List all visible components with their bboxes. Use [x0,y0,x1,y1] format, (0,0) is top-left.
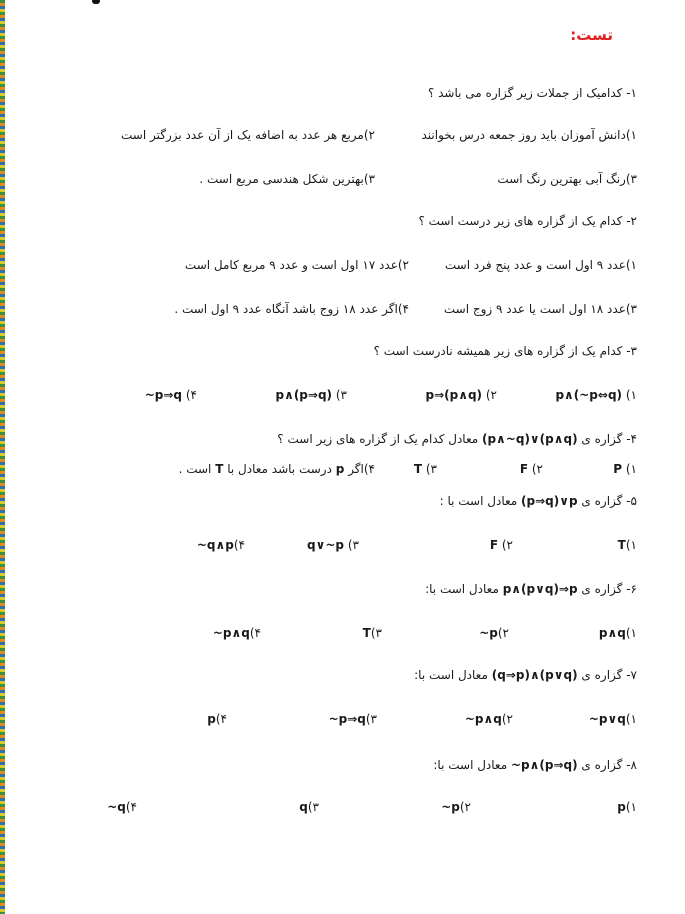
question-5-options [40,538,637,556]
q8-option-2[interactable]: ۲)~p [441,800,471,814]
q6-option-2[interactable]: ۲)~p [479,626,509,640]
q8-option-3[interactable]: ۳)q [299,800,319,814]
question-6-options [40,626,637,644]
q1-option-4[interactable]: ۳)بهترین شکل هندسی مربع است . [199,172,375,186]
q5-option-2[interactable]: ۲) F [489,538,513,552]
question-4-options [40,462,637,480]
q7-option-1[interactable]: ۱)~p∨q [588,712,637,726]
q5-option-1[interactable]: ۱)T [617,538,637,552]
question-4: ۴- گزاره ی (p∧~q)∨(p∧q) معادل کدام یک از گزاره های زیر است ؟ [277,432,637,446]
q3-option-3[interactable]: ۳) p∧(p⇒q) [275,388,347,402]
q2-option-3[interactable]: ۳)عدد ۱۸ اول است یا عدد ۹ زوج است [443,302,637,316]
q4-option-2[interactable]: ۲) F [519,462,543,476]
q7-option-3[interactable]: ۳)~p⇒q [328,712,377,726]
question-6: ۶- گزاره ی p∧(p∨q)⇒p معادل است با: [425,582,637,596]
question-1-options-row-1 [40,128,637,146]
question-3: ۳- کدام یک از گزاره های زیر همیشه نادرست است ؟ [373,344,637,358]
q4-option-3[interactable]: ۳) T [413,462,437,476]
q1-option-1[interactable]: ۱)دانش آموزان باید روز جمعه درس بخوانند [421,128,637,142]
q4-option-4[interactable]: ۴)اگر p درست باشد معادل با T است . [178,462,375,476]
q1-option-3[interactable]: ۳)رنگ آبی بهترین رنگ است [497,172,637,186]
question-2-options-row-1 [40,258,637,276]
q7-option-4[interactable]: ۴)p [207,712,227,726]
q6-option-4[interactable]: ۴)~p∧q [212,626,261,640]
q3-option-1[interactable]: ۱) p∧(~p⇔q) [555,388,637,402]
q8-option-4[interactable]: ۴)~q [107,800,137,814]
question-2-options-row-2 [40,302,637,320]
question-3-options [40,388,637,406]
q1-option-2[interactable]: ۲)مربع هر عدد به اضافه یک از آن عدد بزرگتر است [121,128,375,142]
q2-option-1[interactable]: ۱)عدد ۹ اول است و عدد پنج فرد است [444,258,637,272]
question-1-options-row-2 [40,172,637,190]
q2-option-2[interactable]: ۲)عدد ۱۷ اول است و عدد ۹ مربع کامل است [184,258,409,272]
q6-option-1[interactable]: ۱)p∧q [598,626,637,640]
q8-option-1[interactable]: ۱)p [617,800,637,814]
question-1: ۱- کدامیک از جملات زیر گزاره می باشد ؟ [427,86,637,100]
page-title: تست: [570,26,613,44]
q3-option-4[interactable]: ۴) ~p⇒q [144,388,197,402]
question-2: ۲- کدام یک از گزاره های زیر درست است ؟ [418,214,637,228]
q5-option-3[interactable]: ۳) q∨~p [307,538,359,552]
q7-option-2[interactable]: ۲)~p∧q [464,712,513,726]
q3-option-2[interactable]: ۲) p⇒(p∧q) [425,388,497,402]
question-5: ۵- گزاره ی (p⇒q)∨p معادل است با : [439,494,637,508]
question-8: ۸- گزاره ی ~p∧(p⇒q) معادل است با: [433,758,637,772]
question-7-options [40,712,637,730]
q5-option-4[interactable]: ۴)~q∧p [196,538,245,552]
q4-option-1[interactable]: ۱) P [613,462,637,476]
question-7: ۷- گزاره ی (q⇒p)∧(p∨q) معادل است با: [414,668,637,682]
q6-option-3[interactable]: ۳)T [362,626,382,640]
q2-option-4[interactable]: ۴)اگر عدد ۱۸ زوج باشد آنگاه عدد ۹ اول است . [174,302,409,316]
question-8-options [40,800,637,818]
